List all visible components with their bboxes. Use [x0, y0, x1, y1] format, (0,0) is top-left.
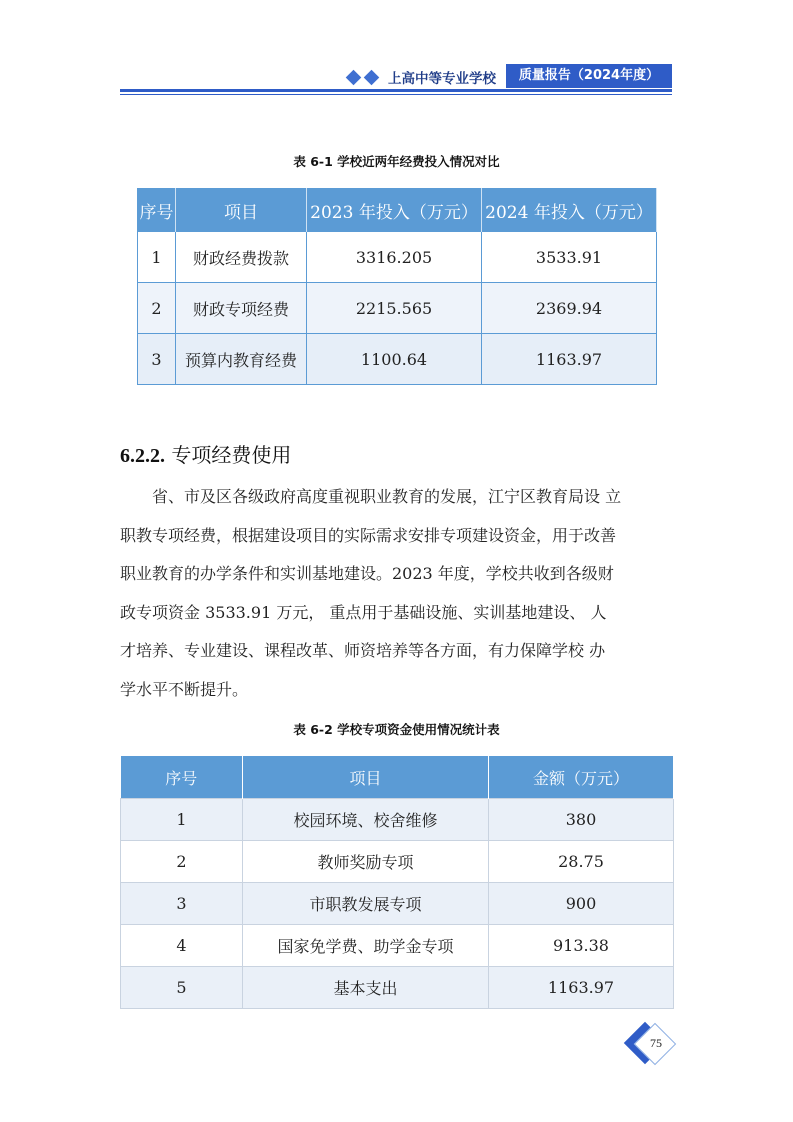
paragraph-line: 职业教育的办学条件和实训基地建设。2023 年度，学校共收到各级财: [120, 564, 614, 583]
table-cell: 28.75: [489, 841, 674, 883]
table-cell: 3533.91: [482, 232, 657, 283]
table-cell: 市职教发展专项: [243, 883, 489, 925]
table-cell: 校园环境、校舍维修: [243, 799, 489, 841]
section-number: 6.2.2.: [120, 445, 165, 467]
table-cell: 380: [489, 799, 674, 841]
funding-comparison-table: [137, 188, 657, 385]
table-cell: 1100.64: [307, 334, 482, 385]
table-cell: 预算内教育经费: [176, 334, 307, 385]
header-school-name: 上高中等专业学校: [388, 71, 496, 87]
table2-caption: 表 6-2 学校专项资金使用情况统计表: [293, 722, 500, 737]
table-cell: 1163.97: [489, 967, 674, 1009]
table-cell: 1: [138, 232, 176, 283]
paragraph-line: 职教专项经费，根据建设项目的实际需求安排专项建设资金，用于改善: [120, 525, 617, 545]
header-rule-thin: [120, 94, 672, 95]
page-number-badge: [626, 1024, 676, 1068]
column-header: 项目: [176, 189, 307, 232]
column-header: 2023 年投入（万元）: [307, 189, 482, 232]
table-row: [138, 334, 657, 385]
table-row: [121, 925, 674, 967]
paragraph-line: 省、市及区各级政府高度重视职业教育的发展，江宁区教育局设 立: [120, 487, 622, 506]
table-header-row: [138, 189, 657, 232]
table-cell: 900: [489, 883, 674, 925]
table-row: [121, 967, 674, 1009]
header-report-title: 质量报告（2024年度）: [506, 64, 672, 88]
body-paragraph: [120, 478, 673, 709]
header-diamond-icons: [346, 71, 386, 85]
column-header: 序号: [121, 756, 243, 799]
table-row: [121, 883, 674, 925]
table1-caption: 表 6-1 学校近两年经费投入情况对比: [293, 154, 500, 169]
page-number: 75: [650, 1036, 662, 1050]
table-cell: 2: [121, 841, 243, 883]
table-cell: 财政经费拨款: [176, 232, 307, 283]
table-cell: 1163.97: [482, 334, 657, 385]
paragraph-line: 学水平不断提升。: [120, 679, 249, 699]
section-heading: [120, 439, 291, 468]
column-header: 金额（万元）: [489, 756, 674, 799]
diamond-icon: [346, 70, 362, 86]
table-cell: 3: [121, 883, 243, 925]
table-cell: 4: [121, 925, 243, 967]
table-cell: 2215.565: [307, 283, 482, 334]
table-cell: 1: [121, 799, 243, 841]
table-header-row: [121, 756, 674, 799]
table-cell: 教师奖励专项: [243, 841, 489, 883]
column-header: 项目: [243, 756, 489, 799]
column-header: 2024 年投入（万元）: [482, 189, 657, 232]
table-cell: 国家免学费、助学金专项: [243, 925, 489, 967]
table-row: [121, 841, 674, 883]
table-row: [138, 283, 657, 334]
paragraph-line: 政专项资金 3533.91 万元， 重点用于基础设施、实训基地建设、 人: [120, 602, 607, 622]
section-title-text: 专项经费使用: [171, 443, 292, 467]
table-row: [121, 799, 674, 841]
table-cell: 基本支出: [243, 967, 489, 1009]
table-cell: 5: [121, 967, 243, 1009]
paragraph-line: 才培养、专业建设、课程改革、师资培养等各方面，有力保障学校 办: [120, 641, 606, 660]
table-cell: 2369.94: [482, 283, 657, 334]
table-cell: 2: [138, 283, 176, 334]
table-cell: 3316.205: [307, 232, 482, 283]
table-cell: 3: [138, 334, 176, 385]
page-header: [120, 62, 672, 98]
table-row: [138, 232, 657, 283]
table-cell: 财政专项经费: [176, 283, 307, 334]
header-rule-thick: [120, 89, 672, 92]
diamond-icon: [364, 70, 380, 86]
special-fund-usage-table: [120, 756, 674, 1009]
table-cell: 913.38: [489, 925, 674, 967]
column-header: 序号: [138, 189, 176, 232]
